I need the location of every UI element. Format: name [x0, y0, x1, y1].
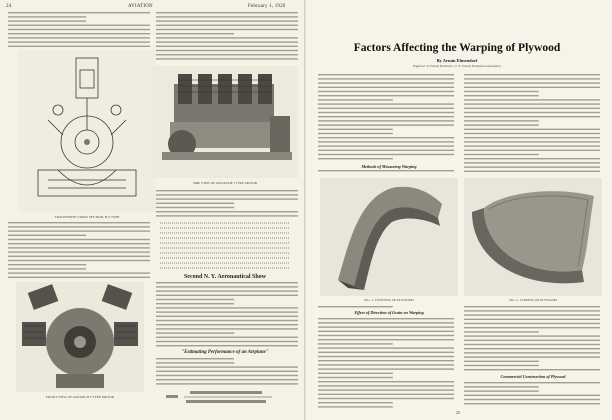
section-heading-commercial-construction: Commercial Construction of Plywood — [500, 374, 566, 379]
text-line — [464, 141, 600, 142]
cross-section-figure — [18, 50, 156, 212]
text-line — [318, 124, 454, 125]
text-line — [464, 74, 600, 75]
text-line — [8, 41, 150, 42]
text-line — [318, 103, 454, 104]
text-line — [318, 335, 454, 336]
fig1-caption: FIG. 1. TWISTING OF PLYWOOD — [364, 298, 414, 302]
text-line — [318, 356, 454, 357]
text-line — [156, 328, 298, 329]
text-line — [464, 171, 600, 172]
text-line — [318, 87, 454, 88]
author-affiliation: Engineer in Forest Products, U. S. Forest Products Laboratory — [412, 64, 502, 68]
text-line — [156, 37, 298, 38]
text-line — [8, 260, 150, 261]
text-line — [464, 352, 600, 353]
text-line — [156, 12, 298, 13]
text-line — [318, 339, 454, 340]
text-line — [8, 16, 86, 17]
text-line — [318, 150, 454, 151]
section-heading-grain-direction: Effect of Direction of Grain on Warping — [354, 310, 424, 315]
text-line — [8, 272, 150, 273]
text-line — [318, 158, 393, 159]
article-title: Factors Affecting the Warping of Plywood — [353, 42, 561, 54]
page-number-left: 24 — [6, 4, 12, 9]
section-heading-estimating-performance: "Estimating Performance of an Airplane" — [181, 350, 269, 355]
engine-spec-table — [160, 220, 290, 272]
text-line — [156, 358, 234, 359]
text-line — [8, 251, 150, 252]
text-line — [156, 207, 234, 208]
text-line — [318, 91, 454, 92]
text-line — [318, 116, 454, 117]
text-line — [8, 268, 86, 269]
cupping-plywood-photo — [464, 178, 602, 296]
fig2-caption: FIG. 2. CUPPING OF PLYWOOD — [509, 298, 557, 302]
text-line — [318, 389, 454, 390]
text-line — [464, 158, 600, 159]
text-line — [156, 341, 298, 342]
text-line — [156, 20, 298, 21]
text-line — [8, 25, 150, 26]
text-line — [156, 299, 234, 300]
article-byline: By Armin Elmendorf — [436, 58, 478, 63]
text-line — [318, 364, 454, 365]
text-line — [156, 203, 234, 204]
text-line — [156, 320, 298, 321]
text-line — [8, 235, 86, 236]
text-line — [318, 95, 454, 96]
text-line — [464, 310, 600, 311]
text-line — [8, 264, 86, 265]
cross-section-caption: TRANSVERSE CROSS SECTION, H-5 TYPE — [54, 215, 120, 219]
text-line — [464, 112, 600, 113]
text-line — [318, 385, 454, 386]
text-line — [318, 99, 393, 100]
text-line — [156, 366, 298, 367]
text-line — [156, 215, 298, 216]
text-line — [318, 154, 454, 155]
text-line — [464, 162, 600, 163]
text-line — [156, 383, 298, 384]
front-view-caption: FRONT VIEW OF ANZANI-H 5 TYPE MOTOR — [46, 395, 114, 399]
text-line — [464, 129, 600, 130]
text-line — [318, 352, 454, 353]
text-line — [156, 190, 298, 191]
text-line — [318, 347, 454, 348]
text-line — [464, 356, 600, 357]
text-line — [156, 54, 298, 55]
text-line — [464, 87, 600, 88]
text-line — [8, 12, 150, 13]
text-line — [318, 133, 393, 134]
text-line — [464, 99, 600, 100]
text-line — [156, 46, 298, 47]
text-line — [156, 371, 298, 372]
text-line — [8, 247, 150, 248]
section-heading-ny-show: Second N. Y. Aeronautical Show — [183, 274, 267, 280]
text-line — [156, 345, 298, 346]
text-line — [464, 103, 600, 104]
text-line — [318, 318, 454, 319]
text-line — [318, 74, 454, 75]
text-line — [318, 108, 454, 109]
text-line — [318, 322, 454, 323]
text-line — [464, 166, 600, 167]
text-line — [464, 335, 600, 336]
text-line — [464, 91, 539, 92]
front-view-engine-photo — [16, 282, 144, 392]
text-line — [156, 194, 298, 195]
text-line — [318, 145, 454, 146]
text-line — [8, 230, 150, 231]
text-line — [156, 375, 298, 376]
text-line — [8, 20, 86, 21]
section-heading-measuring: Methods of Measuring Warping — [361, 164, 417, 169]
text-line — [156, 316, 298, 317]
text-line — [464, 369, 600, 370]
text-line — [318, 406, 393, 407]
text-line — [156, 29, 298, 30]
text-line — [464, 154, 539, 155]
text-line — [156, 41, 298, 42]
text-line — [8, 222, 150, 223]
text-line — [464, 150, 600, 151]
text-line — [8, 46, 150, 47]
text-line — [464, 95, 539, 96]
text-line — [464, 386, 539, 387]
text-line — [464, 82, 600, 83]
text-line — [318, 78, 454, 79]
running-head: AVIATION — [128, 4, 153, 9]
text-line — [318, 120, 454, 121]
page-number-right: 25 — [456, 410, 460, 415]
text-line — [8, 33, 150, 34]
text-line — [464, 319, 600, 320]
text-line — [318, 82, 454, 83]
text-line — [8, 239, 150, 240]
text-line — [156, 295, 298, 296]
text-line — [156, 50, 298, 51]
text-line — [464, 327, 600, 328]
text-line — [8, 226, 150, 227]
text-line — [156, 286, 298, 287]
text-line — [156, 362, 234, 363]
text-line — [464, 108, 600, 109]
text-line — [8, 29, 150, 30]
text-line — [318, 398, 454, 399]
text-line — [318, 170, 454, 171]
text-line — [464, 116, 600, 117]
text-line — [464, 120, 539, 121]
text-line — [318, 129, 393, 130]
twisting-plywood-photo — [320, 178, 458, 296]
side-view-caption: SIDE VIEW OF ANZANI-H 5 TYPE MOTOR — [192, 181, 258, 185]
text-line — [156, 311, 298, 312]
text-line — [156, 16, 298, 17]
text-line — [464, 331, 539, 332]
text-line — [156, 324, 298, 325]
text-line — [464, 348, 600, 349]
text-line — [464, 403, 600, 404]
text-line — [318, 368, 454, 369]
right-page — [306, 0, 612, 420]
text-line — [8, 37, 150, 38]
text-line — [318, 343, 393, 344]
text-line — [318, 360, 454, 361]
text-line — [8, 256, 150, 257]
text-line — [156, 332, 234, 333]
text-line — [318, 394, 454, 395]
text-line — [318, 141, 454, 142]
text-line — [464, 314, 600, 315]
side-view-engine-photo — [152, 66, 298, 178]
text-line — [8, 277, 150, 278]
text-line — [464, 78, 600, 79]
text-line — [318, 112, 454, 113]
text-line — [318, 373, 393, 374]
text-line — [8, 243, 150, 244]
text-line — [156, 58, 298, 59]
text-line — [464, 124, 539, 125]
text-line — [156, 290, 298, 291]
text-line — [464, 145, 600, 146]
performance-formula — [160, 388, 290, 406]
text-line — [318, 331, 454, 332]
text-line — [464, 399, 600, 400]
text-line — [464, 390, 539, 391]
issue-date: February 1, 1926 — [248, 4, 286, 9]
text-line — [156, 282, 298, 283]
text-line — [464, 361, 539, 362]
text-line — [156, 337, 298, 338]
text-line — [318, 306, 393, 307]
text-line — [156, 303, 234, 304]
text-line — [156, 198, 298, 199]
text-line — [318, 326, 454, 327]
text-line — [464, 382, 600, 383]
text-line — [318, 381, 454, 382]
text-line — [464, 133, 600, 134]
text-line — [156, 33, 234, 34]
text-line — [318, 137, 454, 138]
text-line — [464, 323, 600, 324]
text-line — [464, 344, 600, 345]
text-line — [464, 137, 600, 138]
text-line — [156, 25, 298, 26]
text-line — [156, 379, 298, 380]
text-line — [156, 211, 298, 212]
text-line — [464, 395, 600, 396]
text-line — [318, 377, 393, 378]
text-line — [318, 402, 393, 403]
text-line — [464, 306, 600, 307]
text-line — [156, 307, 298, 308]
text-line — [464, 340, 600, 341]
text-line — [464, 365, 539, 366]
